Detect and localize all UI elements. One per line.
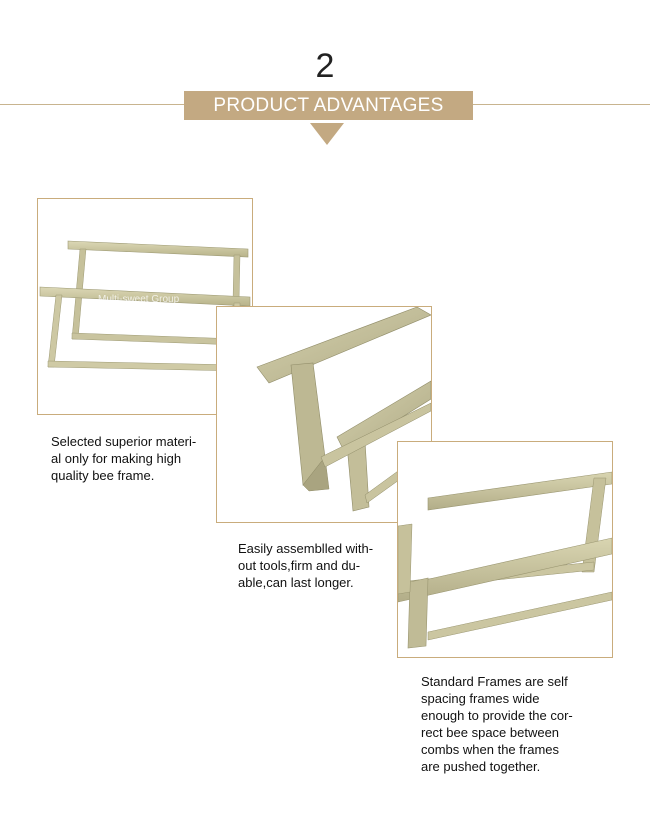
caption-line: Selected superior materi- xyxy=(51,434,197,449)
frame-photo-3 xyxy=(397,441,613,658)
caption-line: are pushed together. xyxy=(421,759,541,774)
caption-line: enough to provide the cor- xyxy=(421,708,573,723)
feature-caption-3 xyxy=(421,673,573,775)
caption-line: rect bee space between xyxy=(421,725,560,740)
image-watermark: Multi-sweet Group xyxy=(337,361,419,372)
caption-line: spacing frames wide xyxy=(421,691,540,706)
section-title-banner: PRODUCT ADVANTAGES xyxy=(184,91,473,120)
caption-line: out tools,firm and du- xyxy=(238,558,361,573)
section-number: 2 xyxy=(315,47,335,85)
feature-caption-2 xyxy=(238,540,373,591)
chevron-down-icon xyxy=(310,123,344,145)
feature-caption-1 xyxy=(51,433,196,484)
caption-line: Easily assemblled with- xyxy=(238,541,374,556)
image-watermark: Multi-sweet Group xyxy=(438,538,520,549)
header-rule-right xyxy=(473,104,650,105)
caption-line: combs when the frames xyxy=(421,742,560,757)
caption-line: able,can last longer. xyxy=(238,575,354,590)
caption-line: quality bee frame. xyxy=(51,468,155,483)
image-watermark: Multi-sweet Group xyxy=(98,294,180,305)
caption-line: Standard Frames are self xyxy=(421,674,568,689)
header-rule-left xyxy=(0,104,184,105)
caption-line: al only for making high xyxy=(51,451,182,466)
